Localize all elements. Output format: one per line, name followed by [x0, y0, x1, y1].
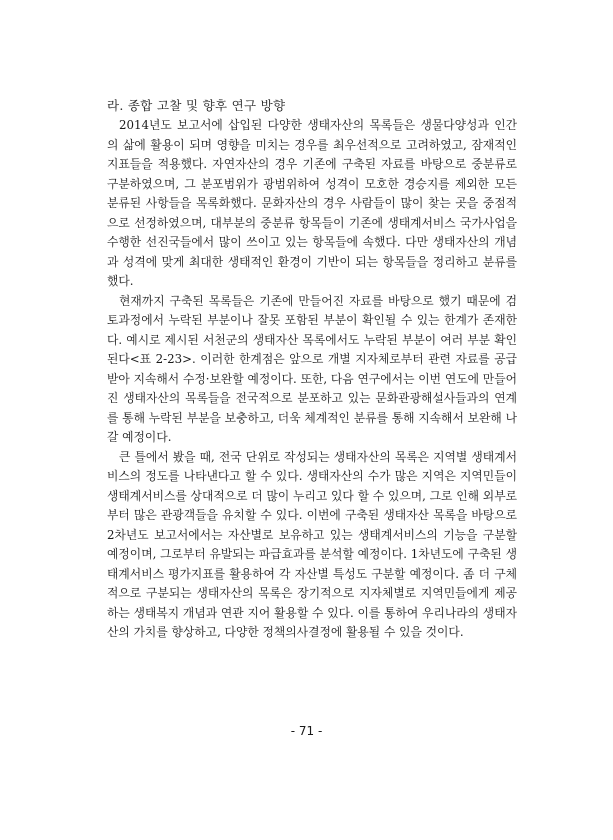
paragraph-2: 현재까지 구축된 목록들은 기존에 만들어진 자료를 바탕으로 했기 때문에 검토과정에서 누락된 부분이나 잘못 포함된 부분이 확인될 수 있는 한계가 존재한다. 예시로 제시된 서천군의 생태자산 목록에서도 누락된 부분이 여러 부분 확인된다<표 2-23>. 이러한 한계점은 앞으로 개별 지자체로부터 관련 자료를 공급받아 지속해서 수정·보완할 예정이다. 또한, 다음 연구에서는 이번 연도에 만들어진 생태자산의 목록들을 전국적으로 분포하고 있는 문화관광해설사들과의 연계를 통해 누락된 부분을 보충하고, 더욱 체계적인 분류를 통해 지속해서 보완해 나갈 예정이다. — [107, 293, 517, 444]
paragraph-1: 2014년도 보고서에 삽입된 다양한 생태자산의 목록들은 생물다양성과 인간의 삶에 활용이 되며 영향을 미치는 경우를 최우선적으로 고려하였고, 잠재적인 지표들을 적용했다. 자연자산의 경우 기존에 구축된 자료를 바탕으로 중분류로 구분하였으며, 그 분포범위가 광범위하여 성격이 모호한 경승지를 제외한 모든 분류된 사항들을 목록화했다. 문화자산의 경우 사람들이 많이 찾는 곳을 중점적으로 선정하였으며, 대부분의 중분류 항목들이 기존에 생태계서비스 국가사업을 수행한 선진국들에서 많이 쓰이고 있는 항목들에 속했다. 다만 생태자산의 개념과 성격에 맞게 최대한 생태적인 환경이 기반이 되는 항목들을 정리하고 분류를 했다. — [107, 118, 517, 288]
body-text — [107, 116, 517, 643]
section-heading: 라. 종합 고찰 및 향후 연구 방향 — [107, 98, 286, 113]
paragraph-3: 큰 틀에서 봤을 때, 전국 단위로 작성되는 생태자산의 목록은 지역별 생태계서비스의 정도를 나타낸다고 할 수 있다. 생태자산의 수가 많은 지역은 지역민들이 생태계서비스를 상대적으로 더 많이 누리고 있다 할 수 있으며, 그로 인해 외부로부터 많은 관광객들을 유치할 수 있다. 이번에 구축된 생태자산 목록을 바탕으로 2차년도 보고서에서는 자산별로 보유하고 있는 생태계서비스의 기능을 구분할 예정이며, 그로부터 유발되는 파급효과를 분석할 예정이다. 1차년도에 구축된 생태계서비스 평가지표를 활용하여 각 자산별 특성도 구분할 예정이다. 좀 더 구체적으로 구분되는 생태자산의 목록은 장기적으로 지자체별로 지역민들에게 제공하는 생태복지 개념과 연관 지어 활용할 수 있다. 이를 통하여 우리나라의 생태자산의 가치를 향상하고, 다양한 정책의사결정에 활용될 수 있을 것이다. — [107, 449, 517, 639]
page-number: - 71 - — [290, 724, 323, 738]
